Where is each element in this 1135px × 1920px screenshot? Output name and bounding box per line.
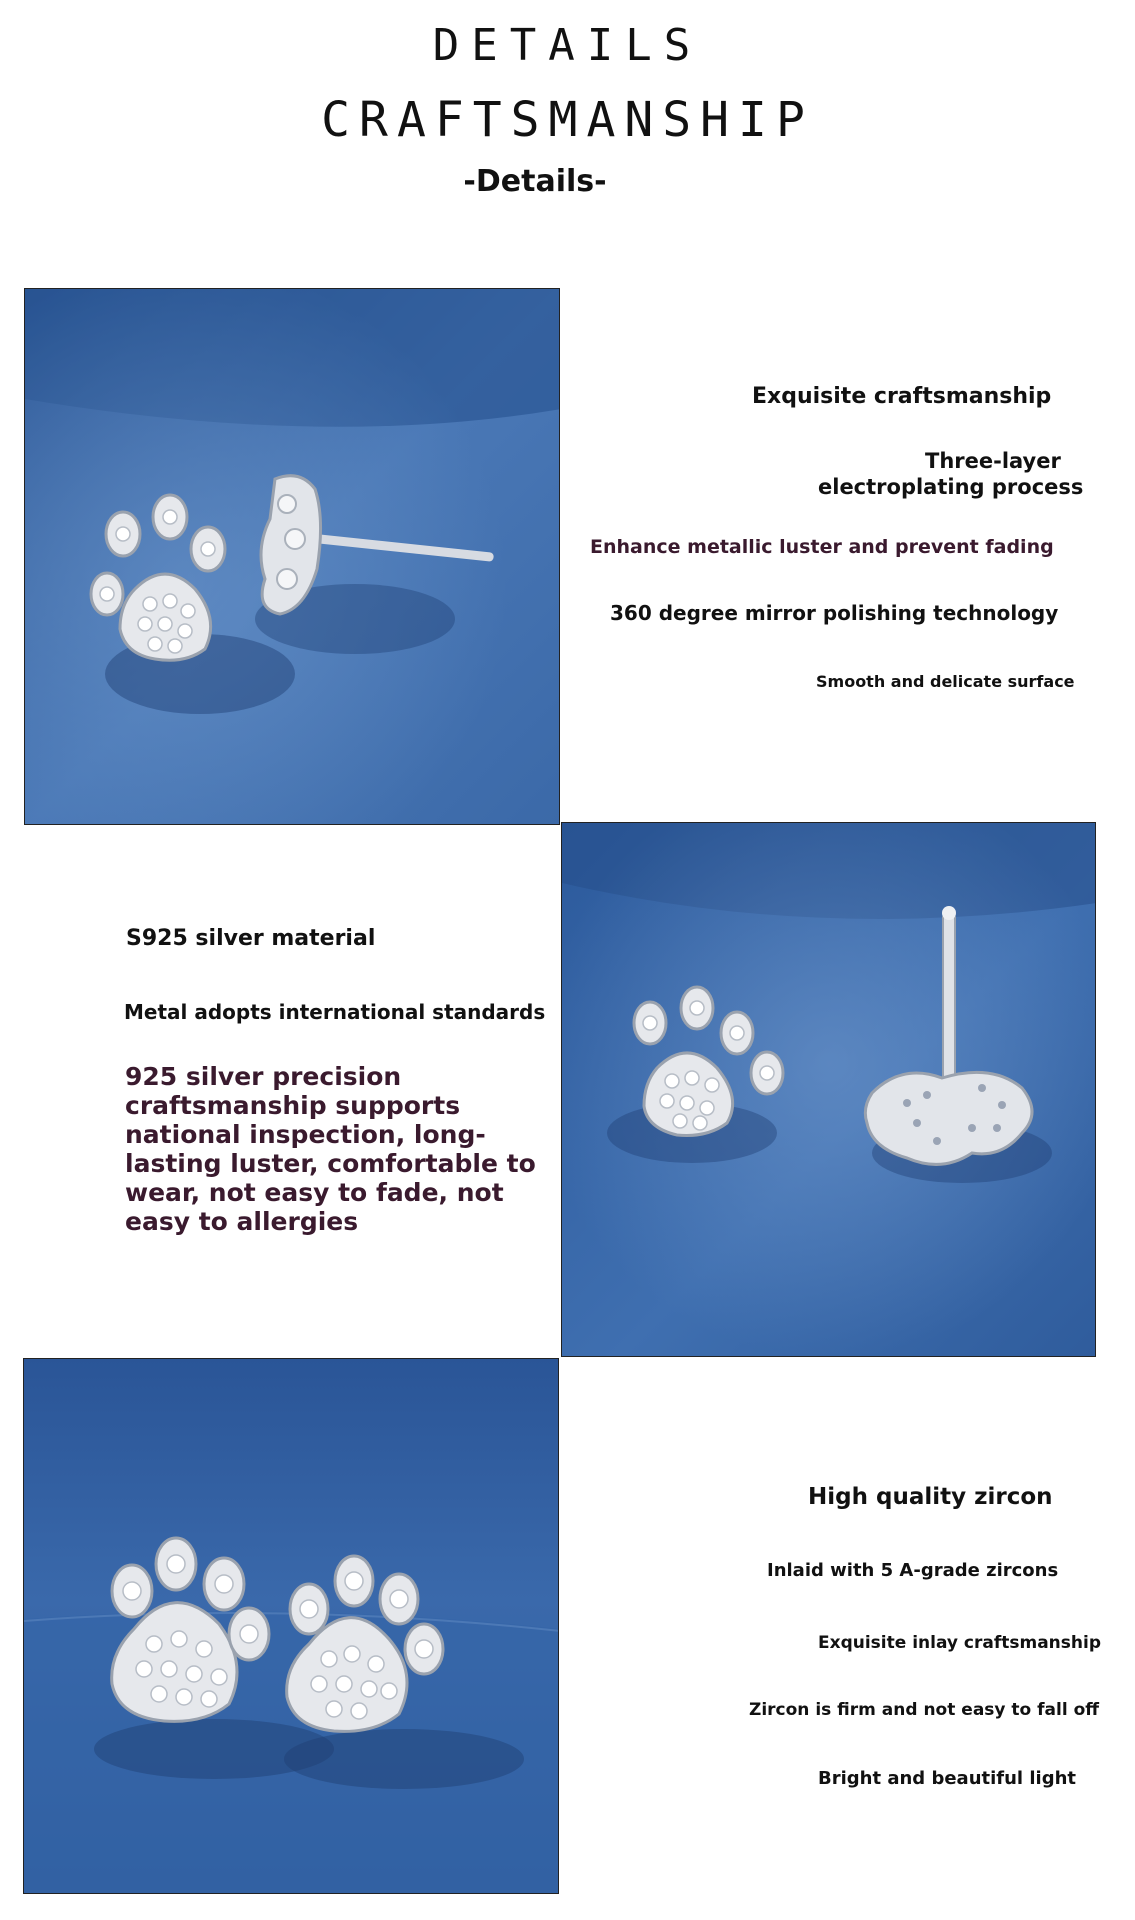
para-line-5: wear, not easy to fade, not xyxy=(125,1178,504,1207)
title-craftsmanship: CRAFTSMANSHIP xyxy=(321,92,814,148)
para-line-6: easy to allergies xyxy=(125,1207,359,1236)
para-line-1: 925 silver precision xyxy=(125,1062,402,1091)
text-inlay-craftsmanship: Exquisite inlay craftsmanship xyxy=(818,1633,1101,1653)
subtitle-details: -Details- xyxy=(463,164,607,199)
text-precision-paragraph xyxy=(125,1062,536,1236)
heading-exquisite-craftsmanship: Exquisite craftsmanship xyxy=(752,384,1052,409)
product-photo-1 xyxy=(24,288,560,825)
para-line-4: lasting luster, comfortable to xyxy=(125,1149,536,1178)
text-a-grade-zircons: Inlaid with 5 A-grade zircons xyxy=(767,1560,1059,1581)
product-photo-3 xyxy=(23,1358,559,1894)
para-line-2: craftsmanship supports xyxy=(125,1091,461,1120)
product-photo-2 xyxy=(561,822,1096,1357)
title-details: DETAILS xyxy=(432,20,703,71)
text-enhance-luster: Enhance metallic luster and prevent fading xyxy=(590,536,1054,558)
text-mirror-polishing: 360 degree mirror polishing technology xyxy=(610,601,1059,625)
para-line-3: national inspection, long- xyxy=(125,1120,486,1149)
text-smooth-surface: Smooth and delicate surface xyxy=(816,672,1075,691)
text-international-standards: Metal adopts international standards xyxy=(124,1000,546,1024)
text-electroplating-process: electroplating process xyxy=(818,475,1084,499)
text-bright-light: Bright and beautiful light xyxy=(818,1768,1077,1789)
text-three-layer: Three-layer xyxy=(925,449,1061,473)
heading-s925-silver: S925 silver material xyxy=(126,926,376,951)
text-zircon-firm: Zircon is firm and not easy to fall off xyxy=(749,1700,1100,1720)
heading-high-quality-zircon: High quality zircon xyxy=(808,1484,1053,1510)
